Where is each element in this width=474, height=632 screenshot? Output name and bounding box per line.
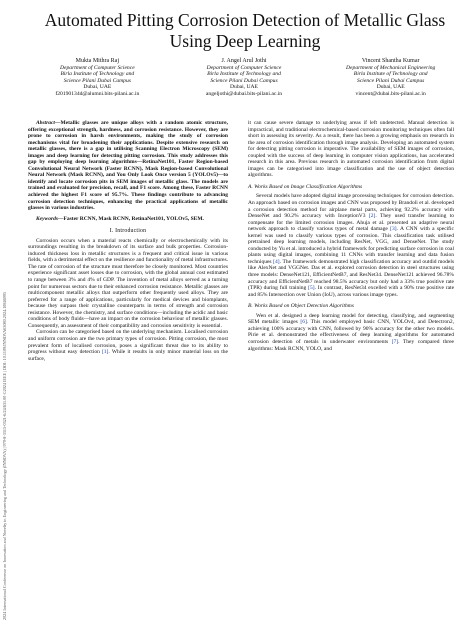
side-watermark xyxy=(2,20,12,620)
classification-paragraph xyxy=(248,193,454,298)
intro-paragraph-1: Corrosion occurs when a material reacts chemically or electrochemically with its surroundings resulting in the breakdown of its surface and bulk properties. Corrosion-induced thickness loss in metallic structures is a frequent and critical issue in various fields, with a detrimental effect on the resilience and functionality of metal infrastructures. The rate of corrosion of the structure must therefore be closely monitored. Most countries experience significant asset losses due to corrosion, with the global annual cost estimated to range between 3% and 4% of GDP. The invention of metal alloys served as a turning point for numerous sectors due to their enhanced corrosion resistance. Metallic glasses are multicomponent metallic alloys that outperform other frequently used alloys. They are preferred for a range of applications, particularly for medical devices and biomplants, because they surpass their crystalline counterparts in terms of strength and corrosion resistance. However, the chemistry, and surface conditions—including the acidic and basic conditions of body fluids—have an impact on the corrosion behaviour of metallic glasses. Consequently, an assessment of their compatibility and corrosion sensitivity is essential. xyxy=(28,237,228,329)
subsection-heading-a: A. Works Based on Image Classification Algorithms xyxy=(248,183,363,190)
paper-title: Automated Pitting Corrosion Detection of Metallic Glass Using Deep Learning xyxy=(44,10,446,51)
citation-link[interactable]: [3] xyxy=(390,226,397,233)
text-run: . While it results in only minor material loss on the surface, xyxy=(28,349,228,362)
right-column xyxy=(248,120,454,352)
author-inst: Birla Institute of Technology and xyxy=(207,71,281,78)
text-run: . They used transfer learning to compensate for the limited corrosion images. Ahuja et al. presented an adaptive neural network approach to classify various types of metal damage xyxy=(248,213,454,233)
left-column xyxy=(28,120,228,362)
author-city: Dubai, UAE xyxy=(376,84,405,91)
keywords-text: Faster RCNN, Mask RCNN, RetinaNet101, YOLOv5, SEM. xyxy=(63,215,204,222)
author-name: Mukta Mithra Raj xyxy=(75,58,119,64)
author-dept: Department of Computer Science xyxy=(59,64,135,71)
author-email[interactable]: angeljothi@dubai.bits-pilani.ac.in xyxy=(205,90,283,97)
citation-link[interactable]: [2] xyxy=(368,213,376,220)
author-1 xyxy=(24,58,171,98)
text-run: . In contrast, ResNet34 excelled with a 90% true positive rate and 85% Intersection over Union (IoU), across various image types. xyxy=(248,285,455,298)
intro-paragraph-2 xyxy=(28,329,228,362)
citation-link[interactable]: [7] xyxy=(391,338,399,345)
abstract-label: Abstract— xyxy=(36,120,61,126)
author-dept: Department of Mechanical Engineering xyxy=(346,64,436,71)
author-city: Dubai, UAE xyxy=(83,84,112,91)
text-run: Several models have adopted digital image processing techniques for corrosion detection. An approach based on corrosion images and CNN was proposed by Brandoli et al. developed a corrosion detection method for airplane metal parts, achieving 92.2% accuracy with DenseNet and 90.2% accuracy with InceptionV3 xyxy=(248,193,454,220)
subsection-heading-b: B. Works Based on Object Detection Algorithms xyxy=(248,303,354,310)
author-block xyxy=(24,58,464,98)
author-email[interactable]: vincent@dubai.bits-pilani.ac.in xyxy=(355,90,426,97)
author-name: J. Angel Arul Jothi xyxy=(221,58,267,64)
author-name: Vincent Shantha Kumar xyxy=(361,58,420,64)
author-inst: Birla Institute of Technology and xyxy=(60,71,135,78)
keywords-label: Keywords— xyxy=(36,215,64,222)
citation-link[interactable]: [5] xyxy=(308,285,315,292)
text-run: . They compared three algorithms: Mask RCNN, YOLO, and xyxy=(248,338,454,352)
author-3 xyxy=(317,58,464,98)
author-email[interactable]: f20190134d@alumni.bits-pilani.ac.in xyxy=(55,90,140,97)
author-city: Dubai, UAE xyxy=(230,84,258,91)
abstract-text: Metallic glasses are unique alloys with a random atomic structure, offering exceptional strength, hardness, and corrosion resistance. However, they are prone to corrosion in harsh environments, making the study of corrosion mechanisms vital for broadening their applications. Despite extensive research on metallic glasses, there is a gap in utilising Scanning Electron Microscopy (SEM) images and deep learning for detecting pitting corrosion. This study addresses this gap by employing deep learning algorithms—RetinaNet101, Faster Region-based Convolutional Neural Network (Faster RCNN), Mask Region-based Convolutional Neural Network (Mask RCNN), and You Only Look Once version 5 (YOLOv5)—to identify and locate corrosion pits in SEM images of metallic glass. The models are trained and evaluated for precision, recall, and F1 score. Among these, Faster RCNN achieved the highest F1 score of 95.7%. These findings contribute to advancing corrosion detection techniques, enhancing the practical applications of metallic glasses in various industries. xyxy=(28,120,228,212)
text-run: Wen et al. designed a deep learning model for detecting, classifying, and segmenting SEM metallic images xyxy=(248,312,454,326)
side-note-text: 2024 International Conference on Innovation and Novelty in Engineering and Technology (INNOVA) | 979-8-3315-0521-6/24/$31.00 ©2024 IEEE | DOI: 10.1109/INNOVA63080.2024.10846995 xyxy=(2,292,7,620)
author-2 xyxy=(171,58,318,98)
author-inst-2: Science Pilani Dubai Campus xyxy=(357,77,425,84)
author-inst-2: Science Pilani Dubai Campus xyxy=(210,77,278,84)
author-inst-2: Science Pilani Dubai Campus xyxy=(63,77,131,84)
author-dept: Department of Computer Science xyxy=(206,64,282,71)
citation-link[interactable]: [6] xyxy=(300,319,307,326)
text-run: . The framework demonstrated high classification accuracy and outdid models like AlexNet and VGGNet. Das et al. explored corrosion detection in steel structures using three models: DenseNet121, EfficientNetB7, and ResNet34. DenseNet121 achieved 96.78% accuracy and EfficientNetB7 reached 98.5% accuracy but only had a 33% true positive rate (TPR) during full training xyxy=(248,258,454,292)
author-inst: Birla Institute of Technology and xyxy=(353,71,428,78)
detection-paragraph xyxy=(248,313,454,352)
text-run: Corrosion can be categorised based on the underlying mechanism. Localised corrosion and uniform corrosion are the two primary types of corrosion. Pitting corrosion, the most prevalent form of localised corrosion, poses a significant threat due to its ability to progress without easy detection xyxy=(28,329,228,356)
citation-link[interactable]: [1] xyxy=(101,349,109,356)
abstract xyxy=(28,120,228,212)
text-run: . This model employed basic CNN, YOLOv4, and Detectron2, achieving 100% accuracy with CNN, followed by 90% accuracy for the other two models. Pirie et al. demonstrated the effectiveness of deep learning algorithms for automated corrosion detection of metals in underwater environments xyxy=(248,319,454,345)
keywords xyxy=(28,216,228,223)
section-heading-introduction: I. Introduction xyxy=(109,228,147,235)
text-run: . A CNN with a specific kernel was used to classify various types of corrosion. This classification task utilised pretrained deep learning models, including ResNet, VGG, and DenseNet. The study conducted by Yu et al. introduced a hybrid framework for predicting surface corrosion in coal plants using digital images, combining 11 CNNs with transfer learning and data fusion techniques xyxy=(248,226,454,265)
continued-paragraph: it can cause severe damage to underlying areas if left undetected. Manual detection is impractical, and traditional electrochemical-based corrosion monitoring techniques often fall short in assessing its severity. As a result, there has been a growing emphasis on research in the area of corrosion identification through image analysis. Developing an automated system for detecting pitting corrosion is imperative. The availability of SEM images of corrosion, coupled with the success of deep learning in computer vision applications, has accelerated research in this area. Previous research in automated corrosion identification from digital images can be categorised into image classification and the use of object detection algorithms. xyxy=(248,120,454,179)
citation-link[interactable]: [4] xyxy=(273,258,280,265)
